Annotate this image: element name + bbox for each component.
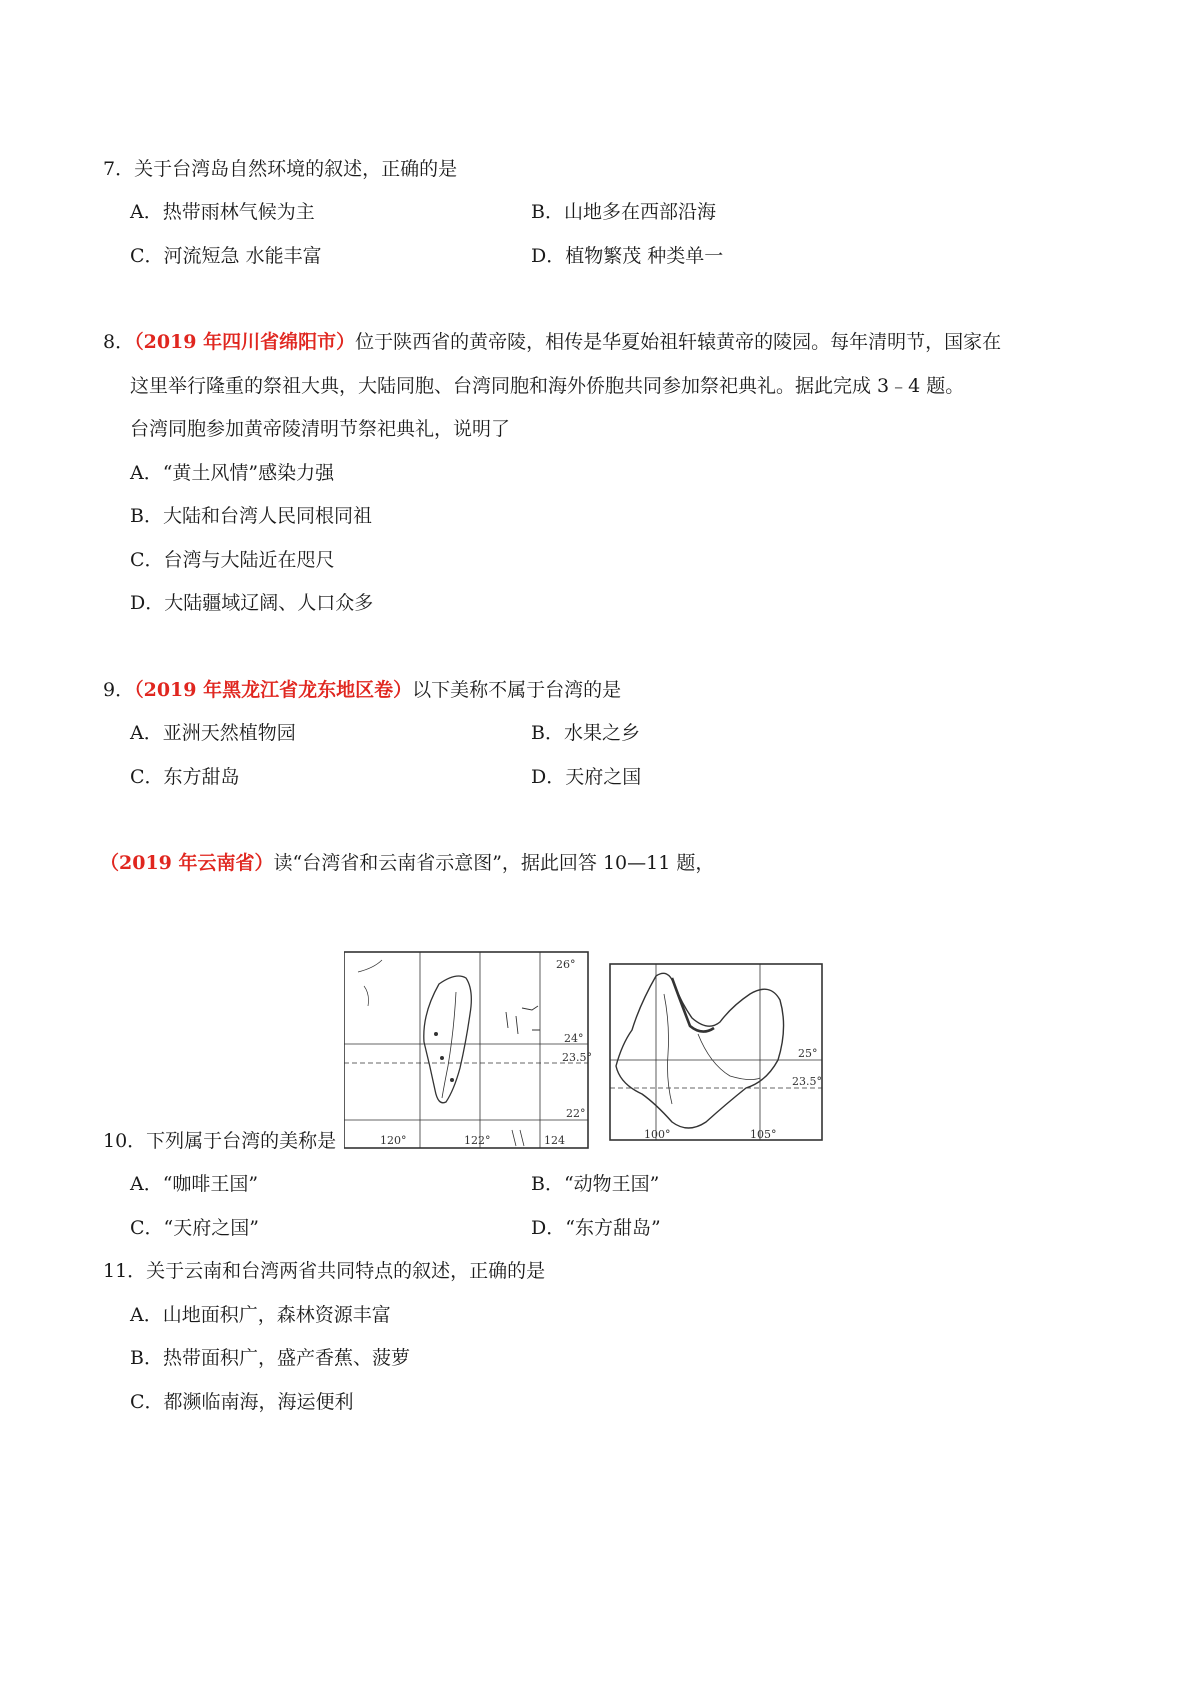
maps-figure <box>344 950 864 1150</box>
q8-source: （2019 年四川省绵阳市） <box>134 331 356 353</box>
q8-option-a: A．“黄土风情”感染力强 <box>130 462 335 484</box>
q7-stem: 7．关于台湾岛自然环境的叙述，正确的是 <box>103 158 458 180</box>
q7-option-d: D．植物繁茂 种类单一 <box>531 245 724 267</box>
q9-text: 以下美称不属于台湾的是 <box>412 679 622 701</box>
q10-option-b: B．“动物王国” <box>531 1173 660 1195</box>
q9-first-line <box>103 677 621 703</box>
q8-text-2: 这里举行隆重的祭祖大典，大陆同胞、台湾同胞和海外侨胞共同参加祭祀典礼。据此完成 3﹣4 题。 <box>130 375 965 397</box>
q8-text-1: 位于陕西省的黄帝陵，相传是华夏始祖轩辕黄帝的陵园。每年清明节，国家在 <box>355 331 1002 353</box>
taiwan-lat-23-5: 23.5° <box>562 1051 592 1064</box>
yunnan-lon-100: 100° <box>644 1128 671 1141</box>
taiwan-lon-120: 120° <box>380 1134 407 1147</box>
q10-option-c: C．“天府之国” <box>130 1217 259 1239</box>
yunnan-lat-25: 25° <box>798 1047 818 1060</box>
q8-first-line <box>103 329 1001 355</box>
q10-stem: 10．下列属于台湾的美称是 <box>103 1130 337 1152</box>
q11-stem: 11．关于云南和台湾两省共同特点的叙述，正确的是 <box>103 1260 546 1282</box>
group-source: （2019 年云南省） <box>100 852 274 874</box>
q7-option-a: A．热带雨林气候为主 <box>130 201 315 223</box>
taiwan-lat-22: 22° <box>566 1107 586 1120</box>
q11-option-c: C．都濒临南海，海运便利 <box>130 1391 354 1413</box>
q9-source: （2019 年黑龙江省龙东地区卷） <box>134 679 413 701</box>
q9-option-b: B．水果之乡 <box>531 722 640 744</box>
taiwan-map <box>344 952 592 1148</box>
q8-option-b: B．大陆和台湾人民同根同祖 <box>130 505 372 527</box>
taiwan-lon-122: 122° <box>464 1134 491 1147</box>
q9-option-a: A．亚洲天然植物园 <box>130 722 296 744</box>
q9-option-c: C．东方甜岛 <box>130 766 240 788</box>
q8-number: 8． <box>103 331 135 353</box>
q8-option-c: C．台湾与大陆近在咫尺 <box>130 549 335 571</box>
q11-option-a: A．山地面积广，森林资源丰富 <box>130 1304 391 1326</box>
taiwan-lat-26: 26° <box>556 958 576 971</box>
taiwan-yunnan-map <box>344 950 864 1150</box>
group-text: 读“台湾省和云南省示意图”，据此回答 10—11 题， <box>273 852 715 874</box>
q7-option-b: B．山地多在西部沿海 <box>531 201 716 223</box>
q9-option-d: D．天府之国 <box>531 766 642 788</box>
taiwan-lat-24: 24° <box>564 1032 584 1045</box>
q8-text-3: 台湾同胞参加黄帝陵清明节祭祀典礼，说明了 <box>130 418 511 440</box>
q8-option-d: D．大陆疆域辽阔、人口众多 <box>130 592 374 614</box>
taiwan-lon-124: 124 <box>544 1134 565 1147</box>
yunnan-lon-105: 105° <box>750 1128 777 1141</box>
q7-option-c: C．河流短急 水能丰富 <box>130 245 322 267</box>
yunnan-lat-23-5: 23.5° <box>792 1075 822 1088</box>
q9-number: 9． <box>103 679 135 701</box>
q10-option-a: A．“咖啡王国” <box>130 1173 259 1195</box>
yunnan-map <box>610 964 822 1141</box>
q10-option-d: D．“东方甜岛” <box>531 1217 661 1239</box>
q11-option-b: B．热带面积广，盛产香蕉、菠萝 <box>130 1347 410 1369</box>
group-intro <box>100 850 714 876</box>
